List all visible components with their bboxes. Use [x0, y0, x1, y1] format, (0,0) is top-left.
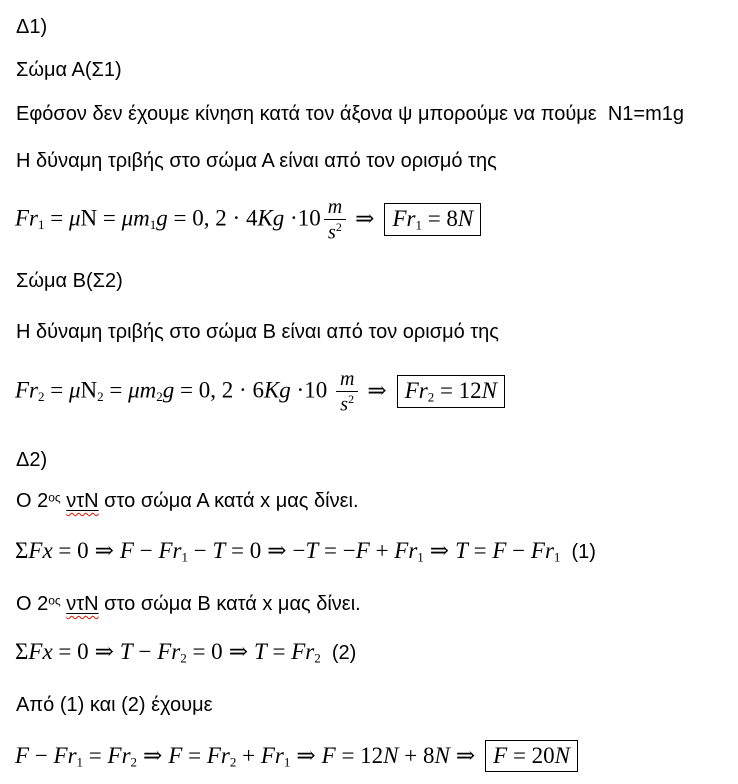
math-token: T — [253, 639, 267, 664]
implies-arrow: ⇒ — [455, 743, 476, 768]
math-token: 1 — [38, 216, 45, 232]
math-token: T — [212, 538, 226, 563]
math-token: 2 — [130, 754, 138, 770]
implies-arrow: ⇒ — [143, 743, 163, 768]
math-token: F — [355, 538, 370, 563]
body-b-heading: Σώμα Β(Σ2) — [16, 270, 123, 292]
math-token: 2 — [38, 388, 45, 404]
math-token: 1 — [553, 549, 561, 565]
fraction-denominator: $s^2$ — [324, 219, 346, 244]
math-token: N — [554, 743, 571, 768]
math-token: F — [168, 743, 183, 768]
math-token: Fr — [394, 538, 418, 563]
math-token: Fr — [157, 639, 181, 664]
math-token: = — [421, 205, 447, 231]
math-token: Kg — [263, 377, 291, 403]
math-token: 6 — [252, 377, 264, 403]
math-token: 1 — [76, 754, 84, 770]
math-token: T — [119, 639, 133, 664]
math-token: 8 — [423, 743, 435, 768]
math-token: + — [369, 538, 395, 563]
math-token: Fr — [206, 743, 230, 768]
friction-a-formula — [15, 197, 481, 244]
newton-law-b-note — [16, 592, 361, 616]
math-token: μ — [68, 205, 81, 231]
math-token: 2 — [97, 388, 104, 404]
implies-arrow: ⇒ — [267, 538, 287, 563]
text-run: Ο 2 — [16, 490, 49, 512]
math-token: − — [187, 538, 213, 563]
math-token: = − — [318, 538, 356, 563]
math-token: + — [236, 743, 261, 768]
boxed-result — [485, 740, 578, 772]
math-token: F — [493, 743, 508, 768]
math-token: Σ — [15, 538, 29, 563]
math-token: F — [492, 538, 507, 563]
text-run: στο σώμα Α κατά x μας δίνει. — [98, 490, 359, 512]
text-run: Ο 2 — [16, 593, 49, 615]
friction-a-intro: Η δύναμη τριβής στο σώμα Α είναι από τον ορισμό της — [16, 150, 497, 172]
math-token: μ — [68, 377, 81, 403]
friction-b-intro: Η δύναμη τριβής στο σώμα Β είναι από τον ορισμό της — [16, 321, 499, 343]
text-run: στο σώμα Β κατά x μας δίνει. — [98, 593, 361, 615]
math-token: = 0 — [52, 639, 89, 664]
implies-arrow: ⇒ — [296, 743, 316, 768]
boxed-result — [397, 375, 505, 408]
math-token: − — [506, 538, 531, 563]
math-token: μm — [121, 205, 150, 231]
math-token: = — [434, 377, 459, 403]
math-token: N — [383, 743, 399, 768]
math-token: = 0, 2 · — [167, 205, 246, 231]
math-token: 20 — [531, 743, 555, 768]
exponent: 2 — [348, 392, 355, 406]
math-token: g — [162, 377, 175, 403]
math-token: Kg — [257, 205, 285, 231]
math-token: 2 — [427, 388, 435, 404]
math-token: − — [29, 743, 54, 768]
fraction-denominator: $s^2$ — [336, 391, 358, 416]
implies-arrow: ⇒ — [367, 377, 387, 403]
math-token: g — [156, 205, 168, 231]
math-token: Fr — [15, 205, 38, 231]
math-token: μm — [128, 377, 157, 403]
math-token: = — [507, 743, 532, 768]
fraction — [324, 197, 346, 244]
fraction — [336, 369, 358, 416]
math-token: N — [80, 205, 98, 231]
body-a-heading: Σώμα Α(Σ1) — [16, 59, 122, 81]
math-token: = 0 — [52, 538, 89, 563]
math-token: − — [133, 538, 159, 563]
math-token: Fr — [291, 639, 315, 664]
math-token: 1 — [417, 549, 424, 565]
math-token: Fr — [404, 377, 428, 403]
math-token: 4 — [245, 205, 258, 231]
math-token: Fr — [15, 377, 38, 403]
math-token: = — [266, 639, 292, 664]
math-token: ·10 — [290, 377, 333, 403]
exponent: 2 — [335, 220, 342, 234]
combine-equations-note: Από (1) και (2) έχουμε — [16, 694, 213, 716]
boxed-result — [384, 203, 481, 236]
math-token: = 0 — [225, 538, 262, 563]
implies-arrow: ⇒ — [94, 639, 114, 664]
math-token: = — [44, 377, 69, 403]
math-token: = — [44, 205, 69, 231]
math-token: 1 — [283, 754, 291, 770]
misspelled-word: ντΝ — [66, 490, 99, 512]
implies-arrow: ⇒ — [94, 538, 114, 563]
ordinal-superscript: ος — [48, 593, 61, 608]
math-token: Fr — [107, 743, 131, 768]
math-token: Σ — [15, 639, 29, 664]
math-token: F — [321, 743, 336, 768]
math-token: T — [455, 538, 468, 563]
math-token: T — [305, 538, 319, 563]
implies-arrow: ⇒ — [355, 205, 375, 231]
math-token: = — [335, 743, 361, 768]
math-token: 8 — [446, 205, 458, 231]
newton-a-formula — [15, 538, 596, 565]
fraction-numerator: m — [327, 196, 343, 218]
newton-b-formula — [15, 639, 356, 666]
math-token: 2 — [314, 650, 321, 666]
math-token: = 0 — [186, 639, 223, 664]
math-token: 1 — [181, 549, 188, 565]
math-token: 12 — [360, 743, 384, 768]
math-token: + — [398, 743, 423, 768]
ordinal-superscript: ος — [48, 490, 61, 505]
section-d1-label: Δ1) — [16, 16, 48, 38]
math-token: Fr — [260, 743, 284, 768]
math-token: F — [15, 743, 30, 768]
math-token: N — [434, 743, 450, 768]
math-token: N — [457, 205, 474, 231]
math-token: = — [103, 377, 129, 403]
implies-arrow: ⇒ — [228, 639, 248, 664]
math-token: (1) — [560, 541, 596, 563]
math-token: Fr — [158, 538, 182, 563]
final-result-formula — [15, 740, 578, 772]
math-token: 2 — [156, 388, 163, 404]
math-token: 12 — [458, 377, 482, 403]
math-token: N — [80, 377, 98, 403]
friction-b-formula — [15, 369, 505, 416]
implies-arrow: ⇒ — [429, 538, 450, 563]
math-token: = — [182, 743, 207, 768]
math-token: = — [97, 205, 122, 231]
math-token: F — [119, 538, 134, 563]
newton-law-a-note — [16, 489, 359, 513]
math-token: − — [292, 538, 306, 563]
math-token: 2 — [229, 754, 237, 770]
section-d2-label: Δ2) — [16, 449, 48, 471]
math-token: 1 — [149, 216, 157, 232]
math-token: Fr — [53, 743, 77, 768]
no-y-motion-note: Εφόσον δεν έχουμε κίνηση κατά τον άξονα ψ μπορούμε να πούμε N1=m1g — [16, 103, 684, 125]
math-token: = — [83, 743, 108, 768]
math-token: = 0, 2 · — [174, 377, 253, 403]
math-token: 2 — [180, 650, 187, 666]
math-token: 1 — [415, 216, 422, 232]
math-token: = — [467, 538, 493, 563]
math-token: Fr — [530, 538, 554, 563]
math-token: − — [132, 639, 158, 664]
misspelled-word: ντΝ — [66, 593, 99, 615]
math-token: ·10 — [284, 205, 321, 231]
math-token: (2) — [320, 642, 357, 664]
fraction-numerator: m — [339, 368, 355, 390]
math-token: Fx — [28, 639, 53, 664]
math-token: Fx — [28, 538, 53, 563]
math-token: N — [481, 377, 498, 403]
math-token: Fr — [392, 205, 416, 231]
